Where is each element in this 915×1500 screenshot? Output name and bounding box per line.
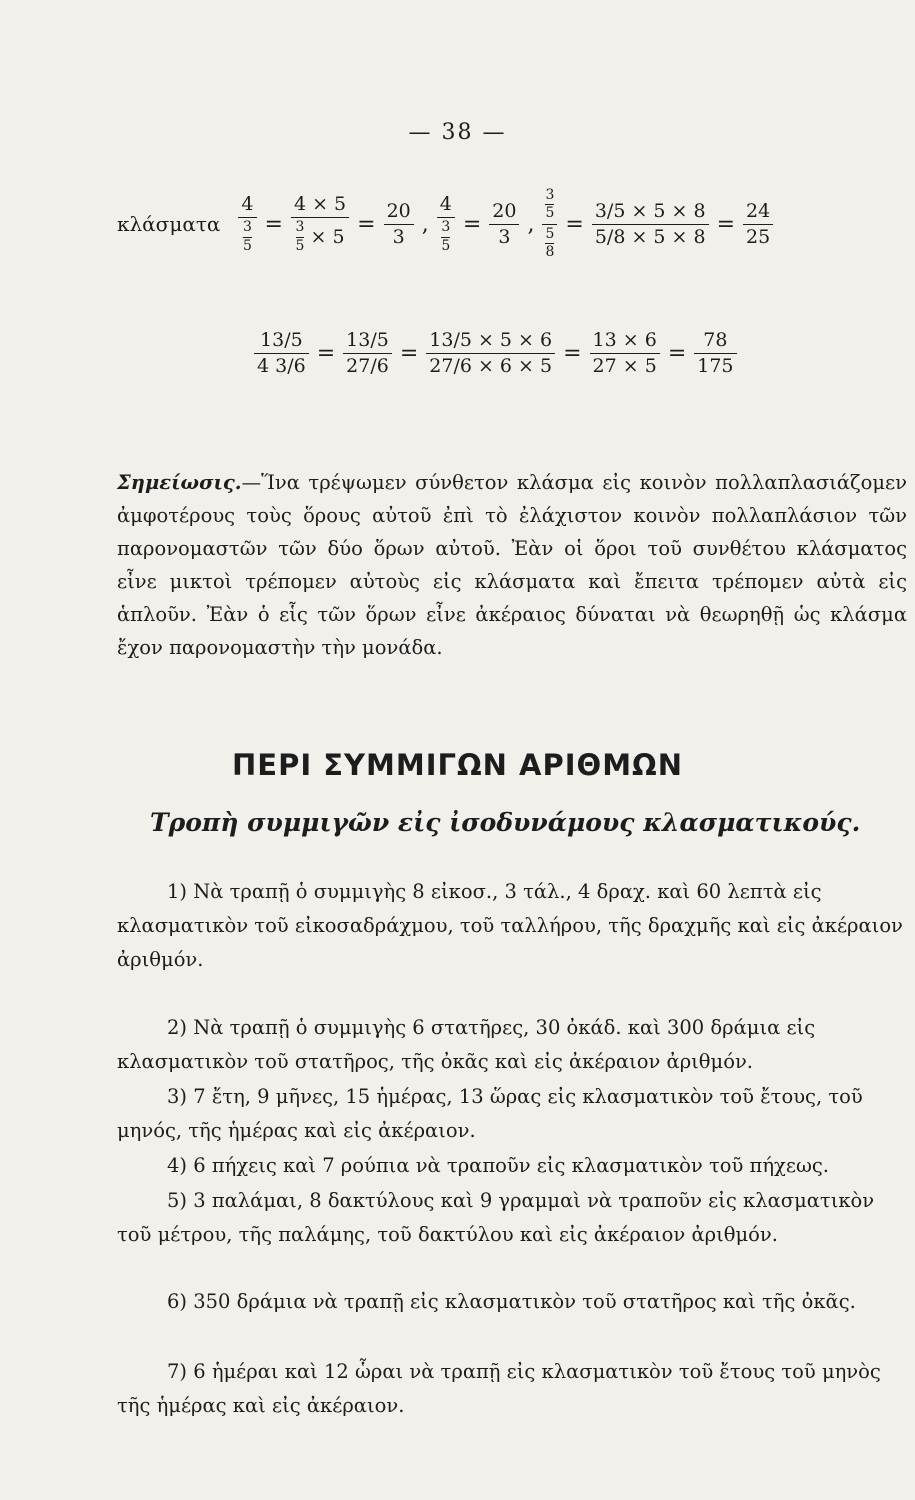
note-text: —Ἵνα τρέψωμεν σύνθετον κλάσμα εἰς κοινὸν πολλαπλασιάζομεν ἀμφοτέρους τοὺς ὅρους αὐτοῦ ἐπὶ τὸ ἐλάχιστον κοινὸν πολλαπλάσιον τῶν παρονομαστῶν τῶν δύο ὅρων αὐτοῦ. Ἐὰν οἱ ὅροι τοῦ συνθέτου κλάσματος εἶνε μικτοὶ τρέπομεν αὐτοὺς εἰς κλάσματα καὶ ἔπειτα τρέπομεν αὐτὰ εἰς ἁπλοῦν. Ἐὰν ὁ εἷς τῶν ὅρων εἶνε ἀκέραιος δύναται νὰ θεωρηθῇ ὡς κλάσμα ἔχον παρονομαστὴν τὴν μονάδα. (117, 471, 907, 659)
fraction: $\frac{13/5}{4 3/6}$ (254, 330, 309, 377)
exercise-6: 6) 350 δράμια νὰ τραπῇ εἰς κλασματικὸν τοῦ στατῆρος καὶ τῆς ὀκᾶς. (167, 1290, 856, 1313)
fraction: $\frac{3/5 \times 5 \times 8}{5/8 \times 5 \times 8}$ (592, 201, 709, 248)
exercise-4: 4) 6 πήχεις καὶ 7 ρούπια νὰ τραποῦν εἰς κλασματικὸν τοῦ πήχεως. (167, 1154, 829, 1177)
exercise-2: 2) Νὰ τραπῇ ὁ συμμιγὴς 6 στατῆρες, 30 ὀκάδ. καὶ 300 δράμια εἰς κλασματικὸν τοῦ στατῆρος, τῆς ὀκᾶς καὶ εἰς ἀκέραιον ἀριθμόν. (117, 1016, 816, 1073)
fraction: 4 3 5 (437, 194, 455, 254)
exercise-5: 5) 3 παλάμαι, 8 δακτύλους καὶ 9 γραμμαὶ νὰ τραποῦν εἰς κλασματικὸν τοῦ μέτρου, τῆς παλάμης, τοῦ δακτύλου καὶ εἰς ἀκέραιον ἀριθμόν. (117, 1189, 875, 1246)
fraction: $\frac{13/5 \times 5 \times 6}{27/6 \times 6 \times 5}$ (426, 330, 555, 377)
note-lead: Σημείωσις. (117, 471, 242, 494)
fraction: $\frac{24}{25}$ (743, 201, 773, 248)
fraction: $\frac{20}{3}$ (384, 201, 414, 248)
fraction: 4 3 5 (238, 194, 256, 254)
fraction: $\frac{13/5}{27/6}$ (343, 330, 392, 377)
fraction: $\frac{20}{3}$ (489, 201, 519, 248)
fraction: $\frac{13 \times 6}{27 \times 5}$ (590, 330, 660, 377)
page-number: — 38 — (408, 120, 507, 145)
exercise-1: 1) Νὰ τραπῇ ὁ συμμιγὴς 8 εἰκοσ., 3 τάλ., 4 δραχ. καὶ 60 λεπτὰ εἰς κλασματικὸν τοῦ εἰκοσαδράχμου, τοῦ ταλλήρου, τῆς δραχμῆς καὶ εἰς ἀκέραιον ἀριθμόν. (117, 880, 903, 971)
exercise-3: 3) 7 ἔτη, 9 μῆνες, 15 ἡμέρας, 13 ὥρας εἰς κλασματικὸν τοῦ ἔτους, τοῦ μηνός, τῆς ἡμέρας καὶ εἰς ἀκέραιον. (117, 1085, 863, 1142)
math-row-2: $\frac{13/5}{4 3/6}$ = $\frac{13/5}{27/6}$ = $\frac{13/5 \times 5 \times 6}{27/6 \times 6 \times 5}$ = $\frac{13 \times 6}{27 \times 5}$ = $\frac{78}{175}$ (250, 330, 741, 377)
section-subtitle: Τροπὴ συμμιγῶν εἰς ἰσοδυνάμους κλασματικούς. (150, 808, 861, 837)
math-row-1: κλάσματα 4 3 5 = 4 × 5 3 5 × 5 = $\frac{20}{3}$ , 4 3 5 = $\frac{20}{3}$ , 3 5 5 8 = $\frac{3/5 \times 5 \times 8}{5/8 \times 5 \times 8}$ = $\frac{24}{25}$ (117, 188, 777, 261)
section-title: ΠΕΡΙ ΣΥΜΜΙΓΩΝ ΑΡΙΘΜΩΝ (232, 748, 683, 782)
exercise-7: 7) 6 ἡμέραι καὶ 12 ὧραι νὰ τραπῇ εἰς κλασματικὸν τοῦ ἔτους τοῦ μηνὸς τῆς ἡμέρας καὶ εἰς ἀκέραιον. (117, 1360, 881, 1417)
math-label: κλάσματα (117, 212, 221, 237)
fraction: 4 × 5 3 5 × 5 (291, 194, 349, 254)
fraction: 3 5 5 8 (542, 188, 557, 261)
note-paragraph (117, 466, 907, 664)
fraction: $\frac{78}{175}$ (694, 330, 736, 377)
